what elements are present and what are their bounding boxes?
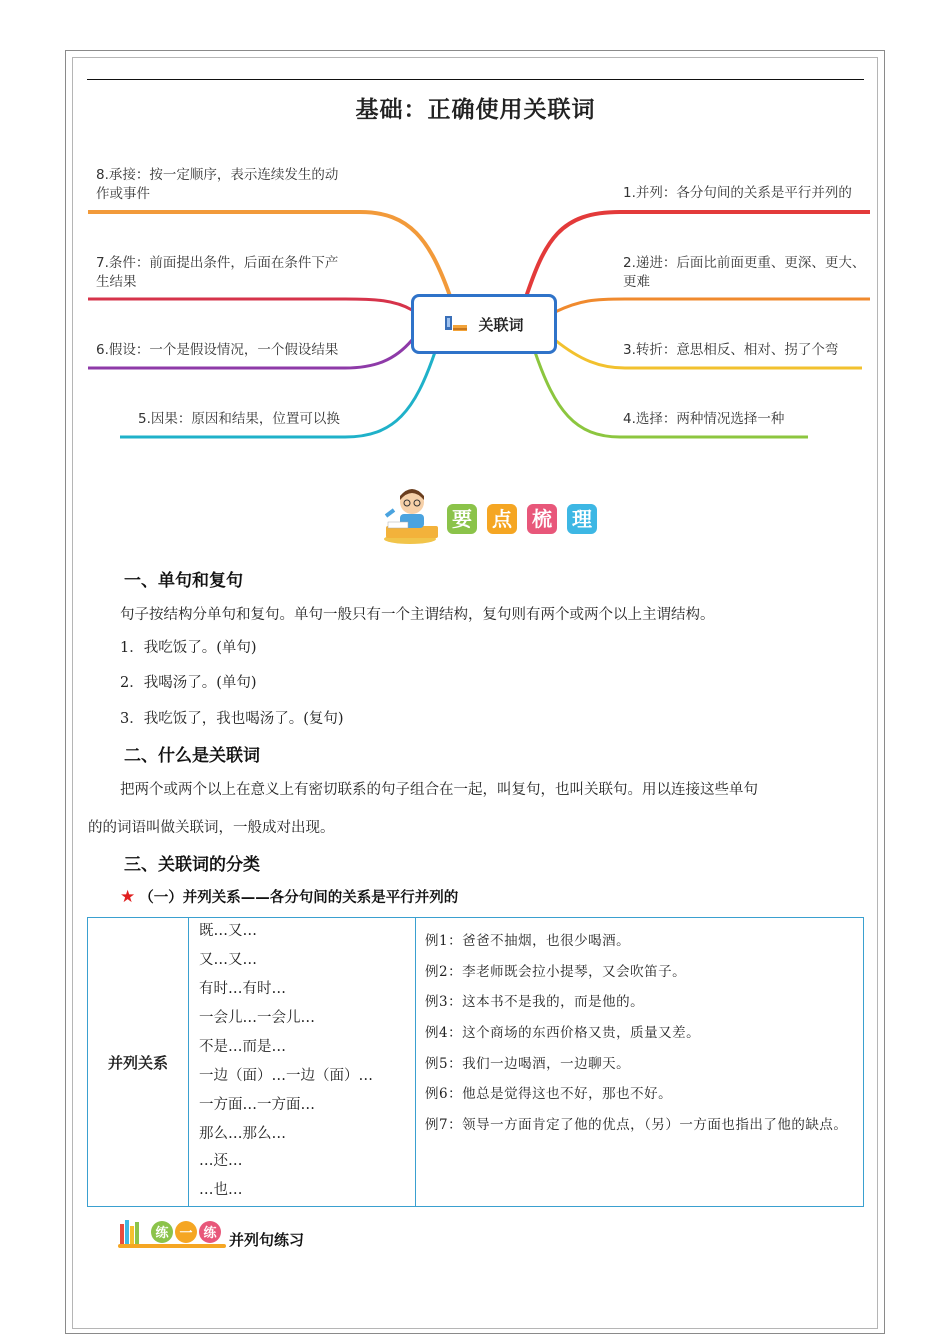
branch-8-line-1: 8.承接：按一定顺序，表示连续发生的动 xyxy=(96,167,339,183)
branch-2-text xyxy=(623,254,865,292)
table-examples-cell xyxy=(416,918,863,1206)
branch-7-text xyxy=(96,254,338,292)
keyword-item: 一会儿…一会儿… xyxy=(199,1010,315,1026)
section-3-heading: 三、关联词的分类 xyxy=(124,855,260,875)
example-item: 例3：这本书不是我的，而是他的。 xyxy=(425,994,645,1010)
example-item: 例1：爸爸不抽烟，也很少喝酒。 xyxy=(425,933,631,949)
example-item: 例2：李老师既会拉小提琴，又会吹笛子。 xyxy=(425,964,687,980)
example-item: 例7：领导一方面肯定了他的优点，（另）一方面也指出了他的缺点。 xyxy=(425,1117,848,1133)
keyword-item: 有时…有时… xyxy=(199,981,286,997)
branch-line-2 xyxy=(555,299,870,312)
section-2-line-1: 把两个或两个以上在意义上有密切联系的句子组合在一起，叫复句，也叫关联句。用以连接这些单句 xyxy=(120,782,758,798)
keyword-item: 又…又… xyxy=(199,952,257,968)
branch-8-line-2: 作或事件 xyxy=(96,186,150,202)
section-1-heading: 一、单句和复句 xyxy=(124,571,243,591)
mind-map-branches xyxy=(0,0,950,460)
section-1-example-2: 2．我喝汤了。(单句) xyxy=(120,675,257,691)
branch-line-7 xyxy=(88,299,412,310)
books-icon xyxy=(444,315,468,333)
banner-char-2: 点 xyxy=(487,504,517,534)
branch-6-text: 6.假设：一个是假设情况，一个假设结果 xyxy=(96,342,339,358)
keyword-item: 一边（面）…一边（面）… xyxy=(199,1068,373,1084)
keyword-item: …还… xyxy=(199,1153,243,1169)
center-node-label: 关联词 xyxy=(478,315,524,334)
keyword-item: 不是…而是… xyxy=(199,1039,286,1055)
star-icon: ★ xyxy=(120,887,136,907)
table-category-cell: 并列关系 xyxy=(88,918,189,1206)
example-item: 例6：他总是觉得这也不好，那也不好。 xyxy=(425,1086,673,1102)
section-1-example-1: 1．我吃饭了。(单句) xyxy=(120,640,257,656)
keyword-item: …也… xyxy=(199,1182,243,1198)
keyword-item: 一方面…一方面… xyxy=(199,1097,315,1113)
banner-char-3: 梳 xyxy=(527,504,557,534)
branch-2-line-2: 更难 xyxy=(623,274,650,290)
mind-map-center-node xyxy=(411,294,557,354)
branch-8-text xyxy=(96,166,338,204)
subsection-heading xyxy=(120,886,458,907)
mind-map xyxy=(0,0,950,460)
branch-3-text: 3.转折：意思相反、相对、拐了个弯 xyxy=(623,342,839,358)
branch-7-line-2: 生结果 xyxy=(96,274,137,290)
section-2-heading: 二、什么是关联词 xyxy=(124,746,260,766)
keyword-item: 既…又… xyxy=(199,923,257,939)
subsection-title: （一）并列关系——各分句间的关系是平行并列的 xyxy=(139,890,459,906)
practice-badge xyxy=(118,1216,228,1250)
section-2-line-2: 的的词语叫做关联词，一般成对出现。 xyxy=(88,820,335,836)
branch-2-line-1: 2.递进：后面比前面更重、更深、更大、 xyxy=(623,255,866,271)
example-item: 例5：我们一边喝酒，一边聊天。 xyxy=(425,1056,631,1072)
branch-4-text: 4.选择：两种情况选择一种 xyxy=(623,411,785,427)
practice-label: 并列句练习 xyxy=(229,1231,305,1249)
practice-badge-char-2: 一 xyxy=(179,1226,193,1241)
practice-badge-char-1: 练 xyxy=(155,1226,169,1241)
banner-char-4: 理 xyxy=(567,504,597,534)
banner-char-1: 要 xyxy=(447,504,477,534)
practice-badge-char-3: 练 xyxy=(203,1226,217,1241)
table-keywords-cell xyxy=(189,918,416,1206)
section-1-example-3: 3．我吃饭了，我也喝汤了。(复句) xyxy=(120,711,344,727)
example-item: 例4：这个商场的东西价格又贵，质量又差。 xyxy=(425,1025,701,1041)
section-1-intro: 句子按结构分单句和复句。单句一般只有一个主谓结构，复句则有两个或两个以上主谓结构。 xyxy=(120,607,715,623)
page-title: 基础：正确使用关联词 xyxy=(355,97,596,123)
conjunction-table xyxy=(87,917,864,1207)
branch-7-line-1: 7.条件：前面提出条件，后面在条件下产 xyxy=(96,255,339,271)
branch-1-text: 1.并列：各分句间的关系是平行并列的 xyxy=(623,185,852,201)
keyword-item: 那么…那么… xyxy=(199,1126,286,1142)
branch-5-text: 5.因果：原因和结果，位置可以换 xyxy=(138,411,340,427)
